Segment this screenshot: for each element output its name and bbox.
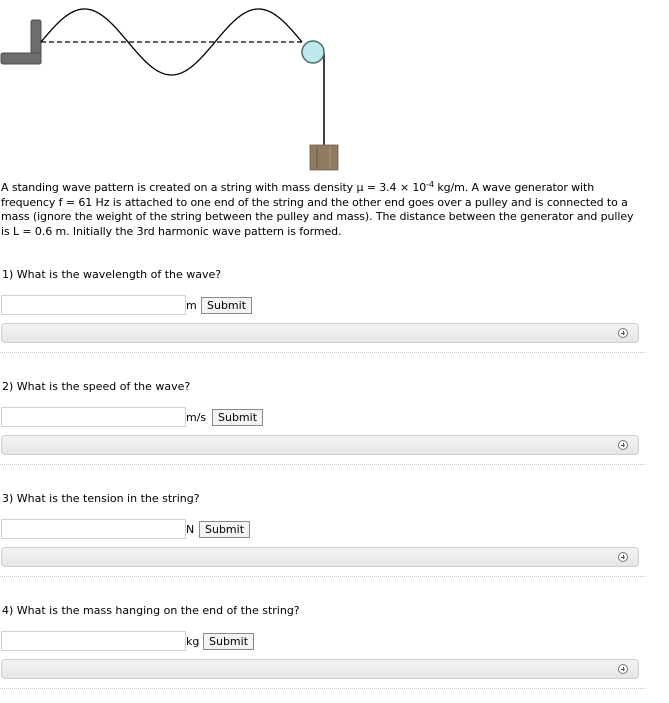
standing-wave-diagram [0,0,669,178]
submit-button[interactable]: Submit [212,409,263,426]
plus-circle-icon[interactable] [618,440,628,450]
plus-circle-icon[interactable] [618,664,628,674]
question-text: 4) What is the mass hanging on the end of the string? [2,604,300,617]
answer-input[interactable] [1,295,186,315]
submit-button[interactable]: Submit [199,521,250,538]
hint-toggle-bar[interactable] [1,323,639,343]
divider [0,464,645,465]
hint-toggle-bar[interactable] [1,435,639,455]
problem-statement [1,181,637,239]
divider [0,576,645,577]
divider [0,688,645,689]
unit-label: m [186,299,197,312]
submit-button[interactable]: Submit [203,633,254,650]
unit-label: m/s [186,411,207,424]
problem-text-part-2: kg/m. A wave generator with frequency f = 61 Hz is attached to one end of the string and the other end goes over a pulley and is connected to a mass (ignore the weight of the string between the pulley and mass). The distance between the generator and pulley is L = 0.6 m. Initially the 3rd harmonic wave pattern is formed. [1,181,634,238]
unit-label: N [186,523,195,536]
answer-input[interactable] [1,407,186,427]
answer-input[interactable] [1,631,186,651]
hanging-mass [310,145,338,170]
divider [0,352,645,353]
hint-toggle-bar[interactable] [1,547,639,567]
wave-generator [1,20,41,64]
question-text: 2) What is the speed of the wave? [2,380,191,393]
answer-input[interactable] [1,519,186,539]
exponent: -4 [426,180,434,189]
question-text: 1) What is the wavelength of the wave? [2,268,222,281]
problem-text-part-1: A standing wave pattern is created on a string with mass density μ = 3.4 × 10 [1,181,427,194]
submit-button[interactable]: Submit [201,297,252,314]
unit-label: kg [186,635,200,648]
plus-circle-icon[interactable] [618,328,628,338]
hint-toggle-bar[interactable] [1,659,639,679]
pulley [302,41,324,63]
plus-circle-icon[interactable] [618,552,628,562]
question-text: 3) What is the tension in the string? [2,492,200,505]
